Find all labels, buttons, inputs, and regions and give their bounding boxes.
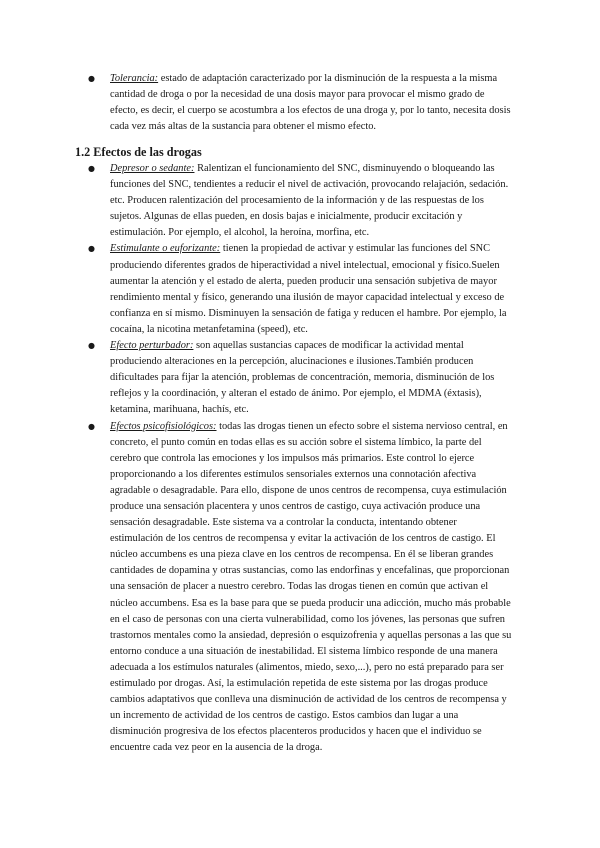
list-item-tolerancia [0,71,600,135]
term-label: Depresor o sedante: [110,163,195,174]
section-heading: 1.2 Efectos de las drogas [75,145,202,159]
effects-list [0,161,600,756]
bullet-icon: ● [88,421,95,431]
list-item-psicofisiologicos [0,419,600,757]
bullet-icon: ● [88,341,95,351]
intro-list [0,71,600,135]
bullet-icon: ● [88,164,95,173]
term-definition: tienen la propiedad de activar y estimular las funciones del SNC produciendo diferentes grados de hiperactividad a nivel intelectual, emocional y físico.Suelen aumentar la atención y el estado de alerta, pueden producir una sensación subjetiva de mayor rendimiento mental y físico, generando una ilusión de mayor capacidad intelectual y exceso de confianza en sí mismo. Disminuyen la sensación de fatiga y reducen el hambre. Por ejemplo, la cocaína, la nicotina metanfetamina (speed), etc. [110,243,507,335]
term-label: Efectos psicofisiológicos: [110,420,217,432]
term-definition: estado de adaptación caracterizado por la disminución de la respuesta a la misma cantidad de droga o por la necesidad de una dosis mayor para provocar el mismo grado de efecto, es decir, el cuerpo se acostumbra a los efectos de una droga y, por lo tanto, necesita dosis cada vez más altas de la sustancia para obtener el mismo efecto. [110,73,511,133]
list-item-perturbador [0,338,600,418]
bullet-icon: ● [88,244,95,254]
list-item-depresor [0,161,600,241]
list-item-estimulante [0,241,600,338]
term-label: Tolerancia: [110,73,159,84]
term-definition: son aquellas sustancias capaces de modificar la actividad mental produciendo alteraciones en la percepción, alucinaciones e ilusiones.También producen dificultades para fijar la atención, problemas de concentración, memoria, disminución de los reflejos y la coordinación, y alteran el estado de ánimo. Por ejemplo, el MDMA (éxtasis), ketamina, marihuana, hachís, etc. [110,340,495,416]
bullet-icon: ● [88,74,95,83]
term-label: Efecto perturbador: [110,340,194,352]
term-definition: todas las drogas tienen un efecto sobre el sistema nervioso central, en concreto, el punto común en todas ellas es su acción sobre el sistema límbico, la parte del cerebro que controla las emociones y los impulsos más primarios. Este control lo ejerce proporcionando a los diferentes estímulos sensoriales externos una connotación afectiva agradable o desagradable. Para ello, dispone de unos centros de recompensa, cuya estimulación produce una sensación placentera y unos centros de castigo, cuya activación produce una sensación desagradable. Este sistema va a controlar la conducta, intentando obtener estimulación de los centros de recompensa y evitar la activación de los centros de castigo. El núcleo accumbens es una pieza clave en los centros de recompensa. En él se liberan grandes cantidades de dopamina y otras sustancias, como las endorfinas y encefalinas, que proporcionan una sensación de placer a nuestro cerebro. Todas las drogas tienen en común que activan el núcleo accumbens. Esa es la base para que se pueda producir una adicción, mucho más probable en el caso de personas con una cierta vulnerabilidad, como los jóvenes, las personas que sufren trastornos mentales como la ansiedad, depresión o esquizofrenia y aquellas personas a las que su entorno conduce a una situación de inestabilidad. El sistema límbico responde de una manera adecuada a los estímulos naturales (alimentos, miedo, sexo,...), pero no está preparado para ser estimulado por drogas. Así, la estimulación repetida de este sistema por las drogas produce cambios adaptativos que conlleva una disminución de actividad de los centros de recompensa y un incremento de actividad de los centros de castigo. Estos cambios dan lugar a una disminución progresiva de los efectos placenteros producidos y hacen que el individuo se encuentre cada vez peor en la ausencia de la droga. [110,420,512,754]
term-label: Estimulante o euforizante: [110,243,221,255]
term-definition: Ralentizan el funcionamiento del SNC, disminuyendo o bloqueando las funciones del SNC, tendientes a reducir el nivel de activación, provocando relajación, sedación. etc. Producen ralentización del procesamiento de la información y de las respuestas de los sujetos. Algunas de ellas pueden, en dosis bajas e inicialmente, producir excitación y estimulación. Por ejemplo, el alcohol, la heroína, morfina, etc. [110,163,509,239]
